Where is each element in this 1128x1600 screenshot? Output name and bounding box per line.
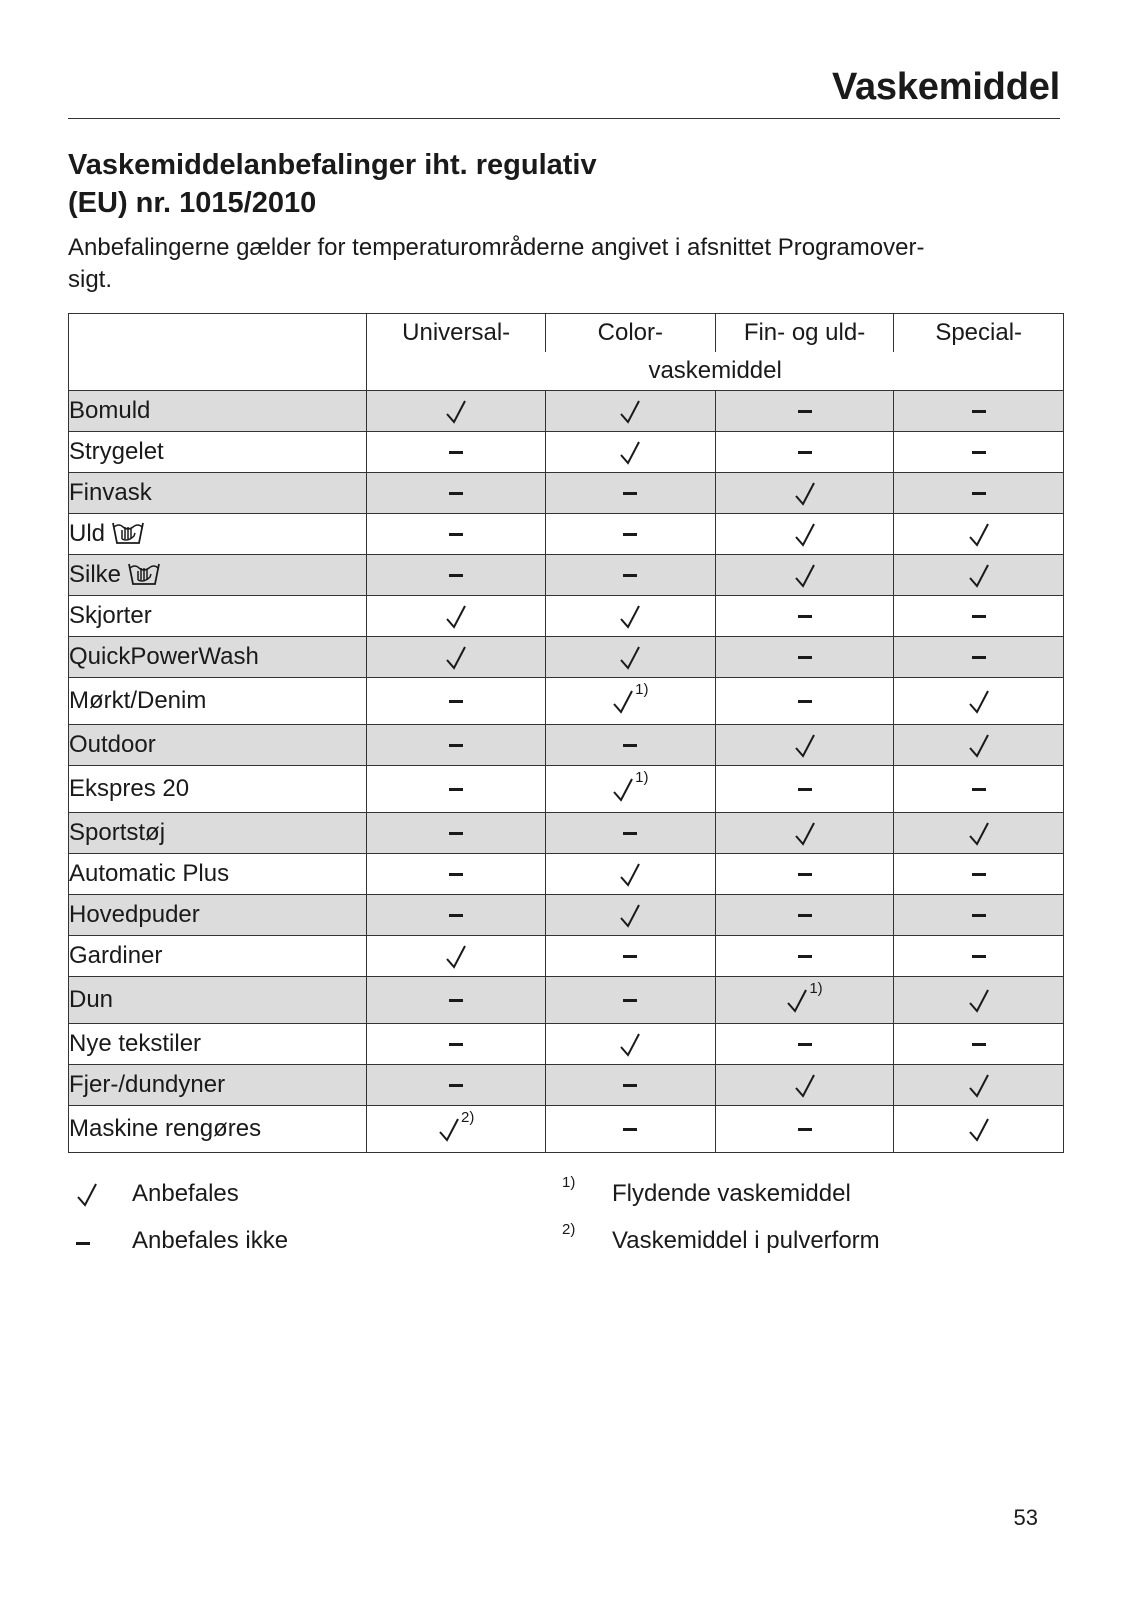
cell-color [546, 854, 716, 895]
cell-color [546, 596, 716, 637]
cell-fine-wool [715, 936, 894, 977]
check-icon [76, 1180, 116, 1208]
table-corner-cell [69, 314, 367, 391]
dash-icon [623, 561, 637, 588]
program-cell [69, 678, 367, 725]
cell-color [546, 1065, 716, 1106]
dash-icon [449, 901, 463, 928]
column-header-special: Special- [894, 314, 1064, 353]
handwash-icon [121, 561, 161, 588]
cell-color [546, 1024, 716, 1065]
section-title-line2: (EU) nr. 1015/2010 [68, 187, 317, 219]
dash-icon [972, 901, 986, 928]
header-divider [68, 118, 1060, 119]
program-name: Outdoor [69, 731, 156, 758]
dash-icon [798, 901, 812, 928]
program-name: Mørkt/Denim [69, 687, 207, 714]
cell-special [894, 813, 1064, 854]
program-name: Ekspres 20 [69, 775, 190, 802]
footnote-marker: 1) [635, 680, 649, 698]
cell-fine-wool [715, 432, 894, 473]
program-name: Gardiner [69, 942, 163, 969]
dash-icon [623, 986, 637, 1013]
intro-text [68, 232, 1048, 296]
dash-icon [623, 479, 637, 506]
handwash-icon [105, 520, 145, 547]
check-icon [968, 819, 990, 846]
program-cell [69, 637, 367, 678]
program-cell [69, 555, 367, 596]
program-name: Bomuld [69, 397, 151, 424]
program-name: Nye tekstiler [69, 1030, 202, 1057]
cell-universal [367, 432, 546, 473]
cell-color [546, 977, 716, 1024]
cell-universal [367, 854, 546, 895]
cell-universal [367, 473, 546, 514]
check-icon [445, 643, 467, 670]
check-icon [794, 1071, 816, 1098]
check-icon [445, 397, 467, 424]
cell-fine-wool [715, 637, 894, 678]
cell-fine-wool [715, 895, 894, 936]
check-icon [612, 688, 634, 715]
dash-icon [972, 602, 986, 629]
column-header-fine-wool: Fin- og uld- [715, 314, 894, 353]
cell-special [894, 432, 1064, 473]
check-icon [619, 397, 641, 424]
cell-color [546, 432, 716, 473]
intro-line2: sigt. [68, 266, 113, 293]
cell-special [894, 555, 1064, 596]
program-name: Hovedpuder [69, 901, 200, 928]
table-row [69, 766, 1064, 813]
intro-line1: Anbefalingerne gælder for temperaturområderne angivet i afsnittet Programover- [68, 234, 925, 261]
dash-icon [449, 860, 463, 887]
table-row [69, 854, 1064, 895]
cell-special [894, 936, 1064, 977]
cell-universal [367, 1024, 546, 1065]
check-icon [438, 1116, 460, 1143]
cell-fine-wool [715, 813, 894, 854]
cell-special [894, 1106, 1064, 1153]
footnote-1-text: Flydende vaskemiddel [612, 1180, 851, 1207]
dash-icon [798, 860, 812, 887]
check-icon [968, 986, 990, 1013]
cell-universal [367, 1065, 546, 1106]
program-name: Fjer-/dundyner [69, 1071, 226, 1098]
program-name: Sportstøj [69, 819, 166, 846]
check-icon [445, 602, 467, 629]
footnote-marker: 1) [635, 768, 649, 786]
check-icon [794, 731, 816, 758]
check-icon [794, 479, 816, 506]
dash-icon [449, 1071, 463, 1098]
cell-color [546, 936, 716, 977]
cell-special [894, 1024, 1064, 1065]
page-header-title: Vaskemiddel [831, 66, 1060, 108]
check-icon [968, 1071, 990, 1098]
program-cell [69, 1106, 367, 1153]
cell-universal [367, 977, 546, 1024]
check-icon [968, 520, 990, 547]
cell-special [894, 977, 1064, 1024]
dash-icon [972, 397, 986, 424]
cell-universal [367, 813, 546, 854]
cell-fine-wool [715, 391, 894, 432]
check-icon [786, 987, 808, 1014]
section-title [68, 146, 968, 222]
dash-icon [798, 1115, 812, 1142]
program-name: Uld [69, 519, 106, 547]
check-icon [968, 561, 990, 588]
cell-color [546, 391, 716, 432]
dash-icon [449, 520, 463, 547]
check-icon [968, 1115, 990, 1142]
footnote-2-text: Vaskemiddel i pulverform [612, 1227, 880, 1254]
cell-universal [367, 766, 546, 813]
table-row [69, 813, 1064, 854]
cell-universal [367, 1106, 546, 1153]
check-icon [619, 643, 641, 670]
dash-icon [972, 860, 986, 887]
dash-icon [972, 775, 986, 802]
program-cell [69, 813, 367, 854]
table-row [69, 637, 1064, 678]
dash-icon [449, 775, 463, 802]
table-row [69, 1065, 1064, 1106]
program-name: Strygelet [69, 438, 164, 465]
cell-universal [367, 895, 546, 936]
program-name: Maskine rengøres [69, 1115, 262, 1142]
cell-special [894, 678, 1064, 725]
table-row [69, 977, 1064, 1024]
dash-icon [972, 942, 986, 969]
check-icon [794, 561, 816, 588]
cell-fine-wool [715, 514, 894, 555]
program-cell [69, 473, 367, 514]
cell-color [546, 637, 716, 678]
cell-special [894, 391, 1064, 432]
cell-special [894, 725, 1064, 766]
table-row [69, 555, 1064, 596]
page-number: 53 [1013, 1505, 1038, 1530]
cell-fine-wool [715, 1065, 894, 1106]
check-icon [445, 942, 467, 969]
program-name: Dun [69, 986, 114, 1013]
program-name: QuickPowerWash [69, 643, 259, 670]
cell-special [894, 473, 1064, 514]
table-row [69, 936, 1064, 977]
cell-color [546, 473, 716, 514]
cell-color [546, 1106, 716, 1153]
cell-universal [367, 596, 546, 637]
program-cell [69, 514, 367, 555]
cell-fine-wool [715, 854, 894, 895]
footnote-1-mark: 1) [562, 1174, 576, 1191]
cell-fine-wool [715, 678, 894, 725]
table-header-row [69, 314, 1064, 353]
dash-icon [623, 520, 637, 547]
dash-icon [972, 1030, 986, 1057]
cell-color [546, 725, 716, 766]
cell-special [894, 596, 1064, 637]
footnote-marker: 2) [460, 1108, 475, 1126]
dash-icon [798, 438, 812, 465]
check-icon [619, 438, 641, 465]
cell-color [546, 813, 716, 854]
dash-icon [798, 687, 812, 714]
legend-dash-label: Anbefales ikke [132, 1227, 289, 1254]
table-row [69, 391, 1064, 432]
table-row [69, 473, 1064, 514]
program-cell [69, 936, 367, 977]
footnote-2-mark: 2) [562, 1221, 576, 1238]
cell-universal [367, 555, 546, 596]
cell-fine-wool [715, 1106, 894, 1153]
dash-icon [623, 819, 637, 846]
table-row [69, 514, 1064, 555]
cell-special [894, 514, 1064, 555]
program-cell [69, 977, 367, 1024]
check-icon [794, 520, 816, 547]
dash-icon [972, 479, 986, 506]
dash-icon [449, 819, 463, 846]
cell-fine-wool [715, 977, 894, 1024]
check-icon [619, 860, 641, 887]
dash-icon [449, 687, 463, 714]
program-cell [69, 895, 367, 936]
table-row [69, 432, 1064, 473]
column-header-color: Color- [546, 314, 716, 353]
cell-special [894, 766, 1064, 813]
program-name: Finvask [69, 479, 152, 506]
program-cell [69, 766, 367, 813]
column-header-universal: Universal- [367, 314, 546, 353]
dash-icon [798, 942, 812, 969]
table-row [69, 678, 1064, 725]
cell-color [546, 514, 716, 555]
table-row [69, 1106, 1064, 1153]
dash-icon [449, 561, 463, 588]
check-icon [968, 731, 990, 758]
cell-universal [367, 514, 546, 555]
program-name: Silke [69, 560, 122, 588]
check-icon [794, 819, 816, 846]
check-icon [968, 687, 990, 714]
program-cell [69, 1065, 367, 1106]
footnote-marker: 1) [809, 979, 823, 997]
cell-special [894, 895, 1064, 936]
check-icon [619, 901, 641, 928]
program-name: Skjorter [69, 602, 152, 629]
dash-icon [623, 731, 637, 758]
cell-universal [367, 678, 546, 725]
dash-icon [798, 602, 812, 629]
check-icon [619, 1030, 641, 1057]
cell-special [894, 854, 1064, 895]
program-cell [69, 1024, 367, 1065]
cell-universal [367, 637, 546, 678]
cell-fine-wool [715, 766, 894, 813]
program-cell [69, 596, 367, 637]
dash-icon [623, 1071, 637, 1098]
table-row [69, 596, 1064, 637]
dash-icon [798, 643, 812, 670]
cell-special [894, 637, 1064, 678]
legend-check-label: Anbefales [132, 1180, 239, 1207]
dash-icon [449, 1030, 463, 1057]
cell-fine-wool [715, 1024, 894, 1065]
program-cell [69, 854, 367, 895]
cell-fine-wool [715, 596, 894, 637]
section-title-line1: Vaskemiddelanbefalinger iht. regulativ [68, 149, 597, 181]
column-subheader: vaskemiddel [367, 352, 1064, 391]
check-icon [619, 602, 641, 629]
cell-color [546, 895, 716, 936]
check-icon [612, 776, 634, 803]
table-row [69, 725, 1064, 766]
dash-icon [449, 438, 463, 465]
table-row [69, 895, 1064, 936]
cell-color [546, 766, 716, 813]
dash-icon [76, 1229, 116, 1257]
program-name: Automatic Plus [69, 860, 230, 887]
dash-icon [972, 643, 986, 670]
table-row [69, 1024, 1064, 1065]
dash-icon [449, 731, 463, 758]
cell-special [894, 1065, 1064, 1106]
cell-universal [367, 936, 546, 977]
dash-icon [623, 942, 637, 969]
cell-universal [367, 725, 546, 766]
program-cell [69, 432, 367, 473]
cell-color [546, 678, 716, 725]
cell-fine-wool [715, 725, 894, 766]
dash-icon [972, 438, 986, 465]
cell-fine-wool [715, 555, 894, 596]
program-cell [69, 725, 367, 766]
dash-icon [798, 1030, 812, 1057]
cell-color [546, 555, 716, 596]
dash-icon [449, 479, 463, 506]
dash-icon [798, 775, 812, 802]
detergent-recommendation-table [68, 313, 1064, 1153]
dash-icon [623, 1115, 637, 1142]
cell-universal [367, 391, 546, 432]
dash-icon [449, 986, 463, 1013]
program-cell [69, 391, 367, 432]
dash-icon [798, 397, 812, 424]
cell-fine-wool [715, 473, 894, 514]
